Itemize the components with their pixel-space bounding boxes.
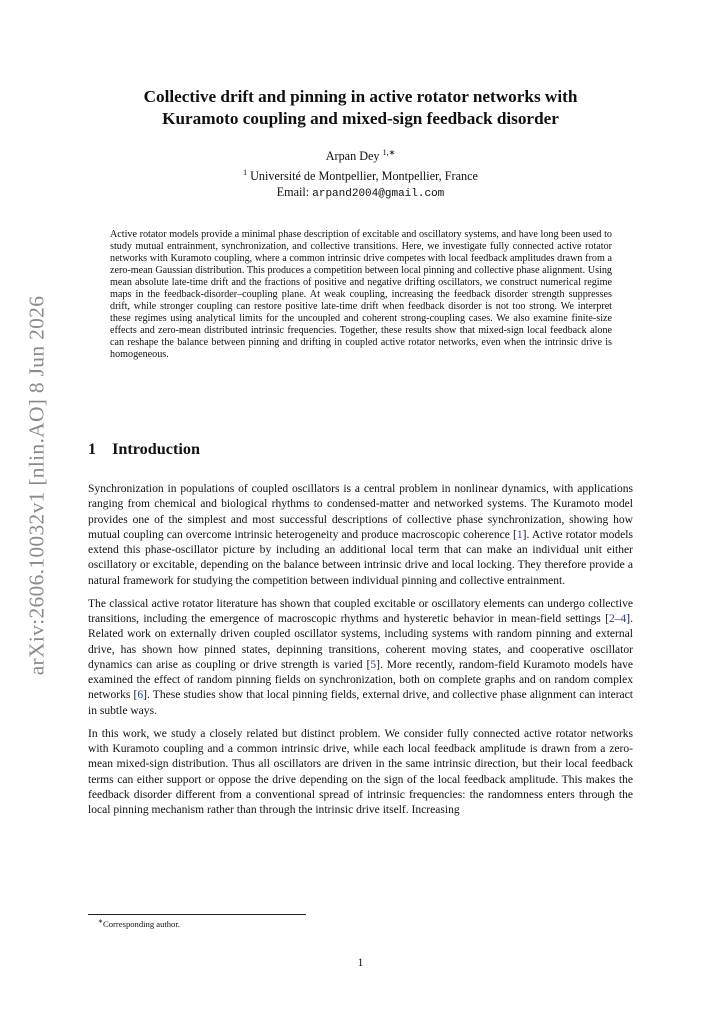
body-paragraph <box>88 727 633 819</box>
footnote <box>98 918 180 929</box>
paragraph-text: ]. These studies show that local pinning fields, external drive, and collective phase alignment can interact in subtle ways. <box>88 689 633 717</box>
footnote-divider <box>88 914 306 915</box>
author-name: Arpan Dey <box>325 149 380 164</box>
paragraph-text: Synchronization in populations of coupled oscillators is a central problem in nonlinear dynamics, with applications ranging from chemical and biological rhythms to condensed-matter and networked systems. The Kuramoto model provides one of the simplest and most successful descriptions of collective phase synchronization, showing how mutual coupling can overcome intrinsic heterogeneity and produce macroscopic coherence [ <box>88 483 633 541</box>
citation-link[interactable]: 2–4 <box>608 613 627 625</box>
affiliation-line <box>90 165 631 185</box>
arxiv-identifier-stamp <box>20 295 54 675</box>
title-line-1: Collective drift and pinning in active rotator networks with <box>143 87 578 106</box>
paragraph-text: The classical active rotator literature has shown that coupled excitable or oscillatory elements can undergo collective transitions, including the emergence of macroscopic rhythms and hysteretic behavior in mean-field settings [ <box>88 597 633 625</box>
footnote-mark: ∗ <box>98 919 104 925</box>
arxiv-identifier-text: arXiv:2606.10032v1 [nlin.AO] 8 Jun 2026 <box>24 295 49 675</box>
author-line <box>90 145 631 165</box>
citation-link[interactable]: 1 <box>516 528 523 541</box>
section-number: 1 <box>88 440 97 458</box>
paragraph-text: ]. More recently, random-field Kuramoto models have examined the effect of random pinning fields on synchronization, both on complete graphs and on random complex networks [ <box>88 658 633 702</box>
footnote-text: Corresponding author. <box>103 918 180 929</box>
title-line-2: Kuramoto coupling and mixed-sign feedback disorder <box>162 109 559 128</box>
paragraph-text: ]. Active rotator models extend this phase-oscillator picture by including an additional local term that can make an individual unit either oscillatory or excitable, depending on the balance between intrinsic drive and local locking. They therefore provide a natural framework for studying the competition between individual pinning and collective entrainment. <box>88 528 633 587</box>
abstract: Active rotator models provide a minimal phase description of excitable and oscillatory systems, and have long been used to study mutual entrainment, synchronization, and collective transitions. Here, we investigate fully connected active rotator networks with Kuramoto coupling, where a common intrinsic drive competes with local feedback amplitudes drawn from a zero-mean Gaussian distribution. This produces a competition between local pinning and collective phase alignment. Using mean absolute late-time drift and the fractions of positive and negative drifting oscillators, we construct numerical regime maps in the feedback-disorder–coupling plane. At weak coupling, increasing the feedback disorder strength suppresses drift, while stronger coupling can restore positive late-time drift when feedback disorder is not too strong. We interpret these regimes using analytical limits for the uncoupled and coherent strong-coupling cases. We also examine finite-size effects and zero-mean distributed intrinsic frequencies. Together, these results show that mixed-sign local feedback alone can reshape the balance between pinning and drifting in coupled active rotator networks, even when the intrinsic drive is homogeneous. <box>110 229 612 360</box>
email-line <box>90 184 631 203</box>
introduction-body <box>88 482 633 826</box>
section-heading <box>88 440 200 459</box>
citation-link[interactable]: 5 <box>370 658 377 671</box>
email-address[interactable]: arpand2004@gmail.com <box>312 188 445 201</box>
author-block <box>90 145 631 203</box>
paragraph-text: In this work, we study a closely related but distinct problem. We consider fully connected active rotator networks with Kuramoto coupling and a common intrinsic drive, while each local feedback amplitude is drawn from a zero-mean mixed-sign distribution. Thus all oscillators are driven in the same intrinsic direction, but their local feedback terms can either support or oppose the drive depending on the sign of the local feedback amplitude. This makes the feedback disorder different from a conventional spread of intrinsic frequencies: the randomness enters through the local pinning mechanism rather than through the intrinsic drive itself. Increasing <box>88 727 633 816</box>
paper-title <box>70 86 651 130</box>
author-marks: 1,∗ <box>382 148 396 157</box>
affiliation-mark: 1 <box>243 167 248 177</box>
body-paragraph <box>88 482 633 589</box>
paragraph-text: ]. Related work on externally driven coupled oscillator systems, including systems with random pinning and external drive, has shown how pinned states, depinning transitions, coherent moving states, and cooperative oscillator dynamics can arise as coupling or drive strength is varied [ <box>88 613 633 671</box>
page-number: 1 <box>357 957 364 969</box>
citation-link[interactable]: 6 <box>137 689 144 702</box>
section-title: Introduction <box>112 440 200 458</box>
affiliation-text: Université de Montpellier, Montpellier, France <box>250 168 478 183</box>
body-paragraph <box>88 597 633 719</box>
email-label: Email: <box>276 185 310 200</box>
